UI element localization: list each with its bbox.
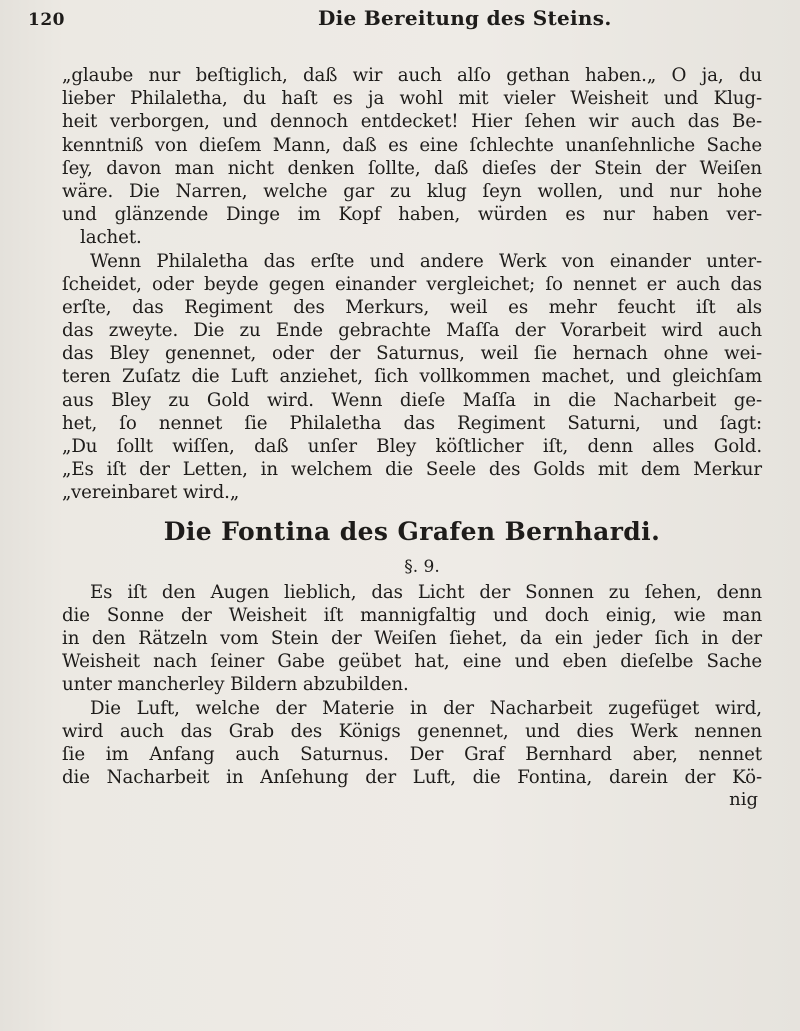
text-line: erſte, das Regiment des Merkurs, weil es mehr feucht iſt als — [62, 296, 762, 318]
text-line: ſie im Anfang auch Saturnus. Der Graf Bernhard aber, nennet — [62, 743, 762, 765]
text-line: „Du ſollt wiſſen, daß unſer Bley köſtlicher iſt, denn alles Gold. — [62, 436, 762, 457]
section-heading: Die Fontina des Grafen Bernhardi. — [163, 516, 661, 546]
text-line: kenntniß von dieſem Mann, daß es eine ſchlechte unanſehnliche Sache — [62, 134, 762, 156]
catchword: nig — [729, 789, 758, 811]
text-line: die Sonne der Weisheit iſt mannigfaltig und doch einig, wie man — [62, 604, 762, 626]
text-line: heit verborgen, und dennoch entdecket! Hier ſehen wir auch das Be- — [62, 111, 762, 133]
page-number: 120 — [28, 10, 65, 30]
text-line: het, ſo nennet ſie Philaletha das Regiment Saturni, und ſagt: — [62, 412, 762, 434]
text-line: wird auch das Grab des Königs genennet, und dies Werk nennen — [62, 720, 762, 742]
text-line: teren Zuſatz die Luft anziehet, ſich vollkommen machet, und gleichſam — [62, 366, 762, 388]
running-head: Die Bereitung des Steins. — [318, 6, 612, 30]
text-line: und glänzende Dinge im Kopf haben, würden es nur haben ver- — [62, 204, 762, 226]
text-line: Wenn Philaletha das erſte und andere Werk von einander unter- — [90, 250, 762, 272]
text-line: ſcheidet, oder beyde gegen einander vergleichet; ſo nennet er auch das — [62, 273, 762, 295]
body-text — [62, 64, 762, 811]
text-line: in den Rätzeln vom Stein der Weiſen ſiehet, da ein jeder ſich in der — [62, 627, 762, 649]
page-header — [28, 0, 772, 40]
section-number: §. 9. — [404, 556, 440, 577]
text-line: „Es iſt der Letten, in welchem die Seele des Golds mit dem Merkur — [62, 459, 762, 481]
text-line: Es iſt den Augen lieblich, das Licht der Sonnen zu ſehen, denn — [90, 581, 762, 603]
text-line: „vereinbaret wird.„ — [62, 482, 240, 504]
text-line: lieber Philaletha, du haſt es ja wohl mit vieler Weisheit und Klug- — [62, 88, 762, 110]
text-line: unter mancherley Bildern abzubilden. — [62, 674, 409, 696]
text-line: ſey, davon man nicht denken ſollte, daß dieſes der Stein der Weiſen — [62, 157, 762, 179]
text-line: lachet. — [80, 227, 142, 249]
text-line: das zweyte. Die zu Ende gebrachte Maſſa der Vorarbeit wird auch — [62, 320, 762, 342]
text-line: die Nacharbeit in Anſehung der Luft, die Fontina, darein der Kö- — [62, 767, 762, 789]
text-line: wäre. Die Narren, welche gar zu klug ſeyn wollen, und nur hohe — [62, 180, 762, 202]
text-line: „glaube nur beſtiglich, daß wir auch alſo gethan haben.„ O ja, du — [62, 65, 762, 86]
text-line: das Bley genennet, oder der Saturnus, weil ſie hernach ohne wei- — [62, 343, 762, 365]
text-line: aus Bley zu Gold wird. Wenn dieſe Maſſa in die Nacharbeit ge- — [62, 389, 762, 411]
text-line: Weisheit nach ſeiner Gabe geübet hat, eine und eben dieſelbe Sache — [62, 651, 762, 673]
text-line: Die Luft, welche der Materie in der Nacharbeit zugefüget wird, — [90, 697, 762, 719]
